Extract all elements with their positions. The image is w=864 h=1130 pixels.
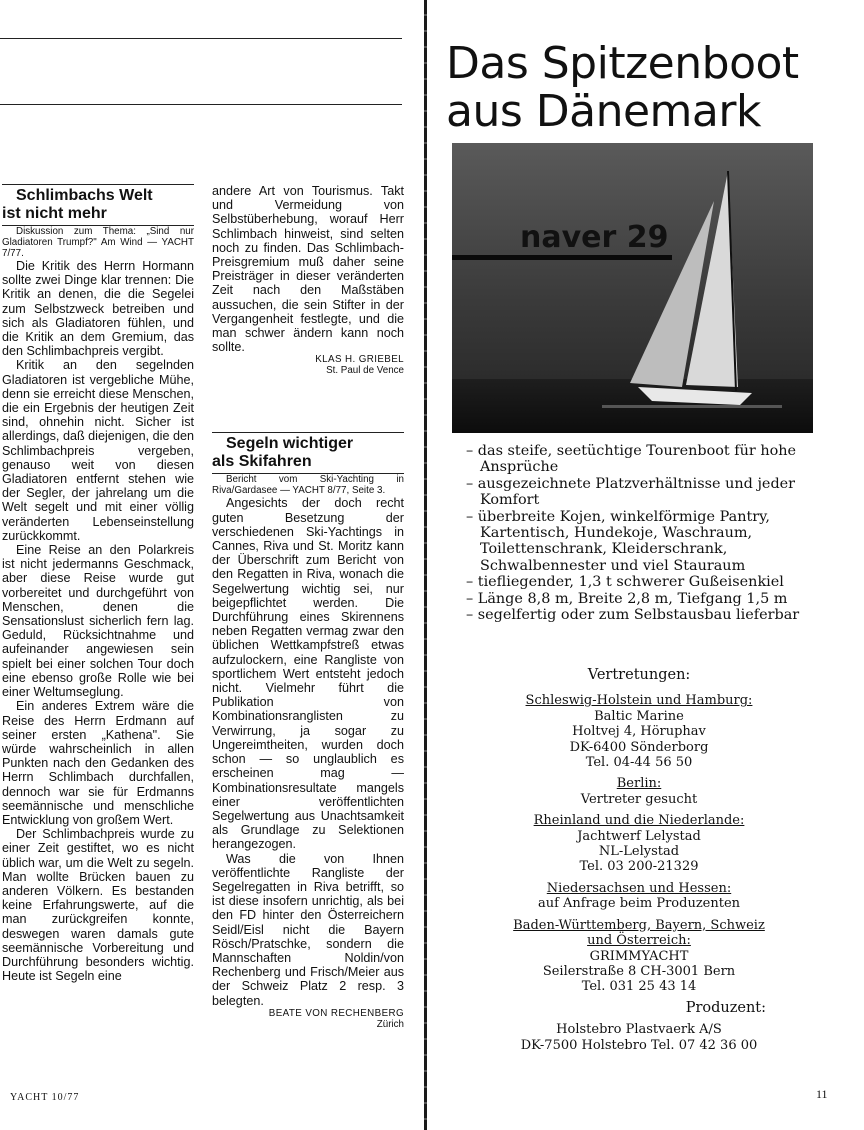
- dealer-line: Seilerstraße 8 CH-3001 Bern: [542, 963, 736, 979]
- letter-signature: KLAS H. GRIEBEL: [315, 354, 404, 366]
- dealer-line: Baltic Marine: [594, 708, 684, 724]
- ad-title: [446, 40, 846, 136]
- dealer-line: Tel. 04-44 56 50: [585, 755, 693, 771]
- letter-paragraph: Der Schlimbachpreis wurde zu einer Zeit gestiftet, wo es nicht üblich war, um die Welt zu segeln. Man wollte Brücken bauen zu anderen Völkern. Es bestanden keine Erfahrungswerte, auf die man zurückgreifen konnte, deswegen waren damals gute seemännische Vorbereitung und Durchführung besonders wichtig. Heute ist Segeln eine: [2, 827, 194, 984]
- letter-reference: Diskussion zum Thema: „Sind nur Gladiatoren Trumpf?" Am Wind — YACHT 7/77.: [2, 226, 194, 259]
- magazine-issue: YACHT 10/77: [10, 1092, 80, 1103]
- ad-title-line-1: Das Spitzenboot: [446, 38, 799, 89]
- producer-line: DK-7500 Holstebro Tel. 07 42 36 00: [520, 1037, 758, 1053]
- feature-list: [466, 443, 826, 623]
- letter-signature: BEATE VON RECHENBERG: [268, 1007, 404, 1019]
- sailboat-photo-graphic: [452, 143, 813, 433]
- feature-item: – tiefliegender, 1,3 t schwerer Gußeisenkiel: [466, 574, 826, 590]
- ad-title-line-2: aus Dänemark: [446, 86, 761, 137]
- producer-title: Produzent:: [685, 999, 766, 1016]
- dealer-line: DK-6400 Sönderborg: [569, 739, 709, 755]
- dealer-line: Holtvej 4, Höruphav: [572, 724, 706, 740]
- region-name: Rheinland und die Niederlande:: [533, 813, 745, 829]
- page-gutter: [424, 0, 427, 1130]
- photo-label: naver 29: [520, 220, 669, 255]
- dealer-line: Vertreter gesucht: [580, 791, 698, 807]
- page-number: 11: [816, 1087, 828, 1101]
- feature-item: – segelfertig oder zum Selbstausbau lieferbar: [466, 607, 826, 623]
- sailboat-photo: [452, 143, 813, 433]
- dealer-line: Tel. 03 200-21329: [579, 859, 699, 875]
- headline-line-1: Schlimbachs Welt: [16, 187, 153, 204]
- region-name: Berlin:: [616, 776, 662, 792]
- letter-paragraph: Kritik an den segelnden Gladiatoren ist vergebliche Mühe, denn sie erreicht diese Menschen, die ein Ergebnis der heutigen Zeit sind, ohnehin nicht. Sicher ist allerdings, daß diejenigen, die den Schlimbachpreis vergeben, genauso weit von diesen Gladiatoren entfernt stehen wie der Segler, der jahrelang um die Welt segelt und mit einer völlig veränderten Lebenseinstellung zurückkommt.: [2, 358, 194, 543]
- headline-line-1: Segeln wichtiger: [226, 435, 354, 453]
- representatives-title: Vertretungen:: [587, 667, 691, 683]
- letter-reference: Bericht vom Ski-Yachting in Riva/Gardasee — YACHT 8/77, Seite 3.: [212, 474, 404, 497]
- dealer-line: GRIMMYACHT: [589, 948, 689, 964]
- letter-headline: [2, 187, 194, 223]
- letter-paragraph: Die Kritik des Herrn Hormann sollte zwei Dinge klar trennen: Die Kritik an denen, die die Segelei zum Selbstzweck betreiben und sich als Gladiatoren fühlen, und die Kritik an dem Gremium, das den Schlimbachpreis vergibt.: [2, 259, 194, 359]
- dealer-line: auf Anfrage beim Produzenten: [537, 896, 741, 912]
- letter-headline-box: [212, 432, 404, 474]
- top-rule: [0, 38, 402, 39]
- letter-location: Zürich: [376, 1018, 404, 1030]
- region-name: Schleswig-Holstein und Hamburg:: [525, 693, 753, 709]
- dealer-line: Jachtwerf Lelystad: [577, 828, 701, 844]
- feature-item: – ausgezeichnete Platzverhältnisse und jeder Komfort: [466, 476, 826, 509]
- letter-paragraph: Was die von Ihnen veröffentlichte Rangliste der Segelregatten in Riva betrifft, so ist diese insofern unrichtig, als bei den FD hinter den Österreichern Seidl/Eisl nicht die Bayern Rösch/Pratschke, sondern die Mannschaften Noldin/von Rechenberg und Frisch/Meier aus der Schweiz Platz 2 resp. 3 belegten.: [212, 851, 404, 1008]
- feature-item: – überbreite Kojen, winkelförmige Pantry, Kartentisch, Hundekoje, Waschraum, Toilettenschrank, Kleiderschrank, Schwalbennester und viel Stauraum: [466, 509, 826, 575]
- headline-line-2: als Skifahren: [212, 453, 312, 471]
- letter-paragraph: Eine Reise an den Polarkreis ist nicht jedermanns Geschmack, aber diese Reise wurde gut vorbereitet und durchgeführt von Menschen, denen die Sensationslust sicherlich fern lag. Geduld, Rücksichtnahme und aufeinander angewiesen sein spielt bei einer solchen Tour doch eine ebenso große Rolle wie bei einer Weltumseglung.: [2, 543, 194, 700]
- feature-item: – Länge 8,8 m, Breite 2,8 m, Tiefgang 1,5 m: [466, 591, 826, 607]
- letter-headline: [212, 435, 404, 471]
- letter-schlimbach-column-1: [2, 184, 194, 983]
- letter-schlimbach-column-2: [212, 184, 404, 1030]
- dealer-line: Tel. 031 25 43 14: [581, 979, 697, 995]
- region-name: Baden-Württemberg, Bayern, Schweiz und Österreich:: [513, 917, 765, 949]
- dealer-list: [500, 668, 778, 1053]
- headline-line-2: ist nicht mehr: [2, 205, 107, 222]
- region-name: Niedersachsen und Hessen:: [546, 880, 732, 896]
- letter-headline-box: [2, 184, 194, 226]
- dealer-line: NL-Lelystad: [598, 844, 680, 860]
- feature-item: – das steife, seetüchtige Tourenboot für hohe Ansprüche: [466, 443, 826, 476]
- letter-location: St. Paul de Vence: [326, 365, 404, 377]
- letter-continuation: andere Art von Tourismus. Takt und Vermeidung von Selbstüberhebung, worauf Herr Schlimbach hinweist, sind selten noch zu finden. Das Schlimbach-Preisgremium muß daher seine Preisträger in dieser veränderten Zeit nach den Maßstäben aussuchen, die sein Stifter in der Vergangenheit festlegte, und die man schwer ändern kann noch sollte.: [212, 184, 404, 355]
- letter-paragraph: Angesichts der doch recht guten Besetzung der verschiedenen Ski-Yachtings in Cannes, Riva und St. Moritz kann der Überschrift zum Bericht von den Regatten in Riva, wonach die Segelwertung wichtig sei, nur beigepflichtet werden. Die Durchführung eines Skirennens neben Regatten vermag zwar den üblichen Wettkampfstreß etwas aufzulockern, eine Rangliste von sportlichem Wert entsteht jedoch nicht. Vielmehr führt die Publikation von Kombinationsranglisten zu Verwirrung, ja sogar zu Ungereimtheiten, wurden doch schon — so unglaublich es erscheinen mag — Kombinationsresultate mangels einer veröffentlichten Segelwertung aus Unachtsamkeit als Grundlage zu Selektionen herangezogen.: [212, 496, 404, 852]
- producer-line: Holstebro Plastvaerk A/S: [556, 1022, 722, 1038]
- letter-paragraph: Ein anderes Extrem wäre die Reise des Herrn Erdmann auf seiner ersten „Kathena". Sie würde wahrscheinlich in allen Punkten nach den Gedanken des Herrn Schlimbach durchfallen, dennoch war sie für Erdmanns seemännische und menschliche Entwicklung von großem Wert.: [2, 699, 194, 827]
- top-rule-2: [0, 104, 402, 105]
